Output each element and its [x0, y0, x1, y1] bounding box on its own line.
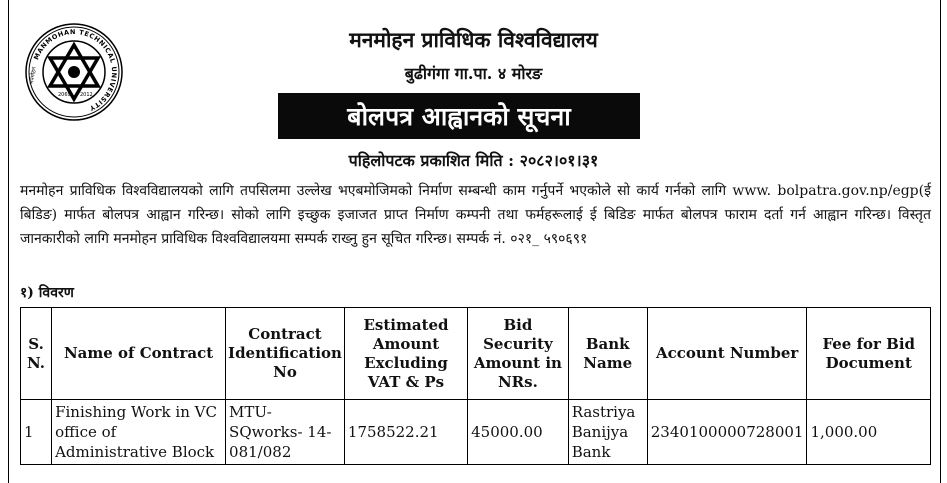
header-estimated-amount: Estimated Amount Excluding VAT & Ps — [344, 308, 467, 400]
cell-bank-name: Rastriya Banijya Bank — [568, 400, 647, 465]
notice-body-paragraph: मनमोहन प्राविधिक विश्वविद्यालयको लागि तपसिलमा उल्लेख भएबमोजिमको निर्माण सम्बन्धी काम गर्नुपर्ने भएकोले सो कार्य गर्नको लागि www. bolpatra.gov.np/egp(ई बिडिङ) मार्फत बोलपत्र आह्वान गरिन्छ। सोको लागि इच्छुक इजाजत प्राप्त निर्माण कम्पनी तथा फर्महरूलाई ई बिडिङ मार्फत बोलपत्र फाराम दर्ता गर्न आह्वान गरिन्छ। विस्तृत जानकारीको लागि मनमोहन प्राविधिक विश्वविद्यालयमा सम्पर्क राख्नु हुन सूचित गरिन्छ। सम्पर्क नं. ०२१_ ५९०६९१ — [20, 183, 931, 247]
notice-title-banner — [278, 93, 640, 139]
header-bid-security: Bid Security Amount in NRs. — [468, 308, 569, 400]
table-header-row — [21, 308, 931, 400]
cell-estimated-amount: 1758522.21 — [344, 400, 467, 465]
cell-account-number: 2340100000728001 — [647, 400, 807, 465]
header-sn: S. N. — [21, 308, 52, 400]
cell-bid-security: 45000.00 — [468, 400, 569, 465]
contract-details-table — [20, 307, 931, 465]
header-contract-name: Name of Contract — [52, 308, 226, 400]
logo-year-left: 2069 — [58, 92, 71, 98]
header-contract-id: Contract Identification No — [226, 308, 345, 400]
first-published-date: पहिलोपटक प्रकाशित मिति : २०८२।०१।३१ — [348, 151, 599, 170]
logo-left-label: मनमोहन — [29, 66, 38, 85]
logo-ring-text: MANMOHAN TECHNICAL UNIVERSITY — [32, 27, 119, 113]
header-bid-fee: Fee for Bid Document — [807, 308, 931, 400]
university-address: बुढीगंगा गा.पा. ४ मोरङ — [404, 64, 543, 83]
header-bank-name: Bank Name — [568, 308, 647, 400]
table-row — [21, 400, 931, 465]
cell-contract-id: MTU-SQworks- 14-081/082 — [226, 400, 345, 465]
notice-title: बोलपत्र आह्वानको सूचना — [347, 102, 571, 131]
cell-contract-name: Finishing Work in VC office of Administrative Block — [52, 400, 226, 465]
header-account-number: Account Number — [647, 308, 807, 400]
cell-sn: 1 — [21, 400, 52, 465]
cell-bid-fee: 1,000.00 — [807, 400, 931, 465]
section-title: १) विवरण — [20, 285, 74, 301]
university-name: मनमोहन प्राविधिक विश्वविद्यालय — [349, 27, 598, 52]
logo-year-right: 2012 — [80, 92, 93, 98]
